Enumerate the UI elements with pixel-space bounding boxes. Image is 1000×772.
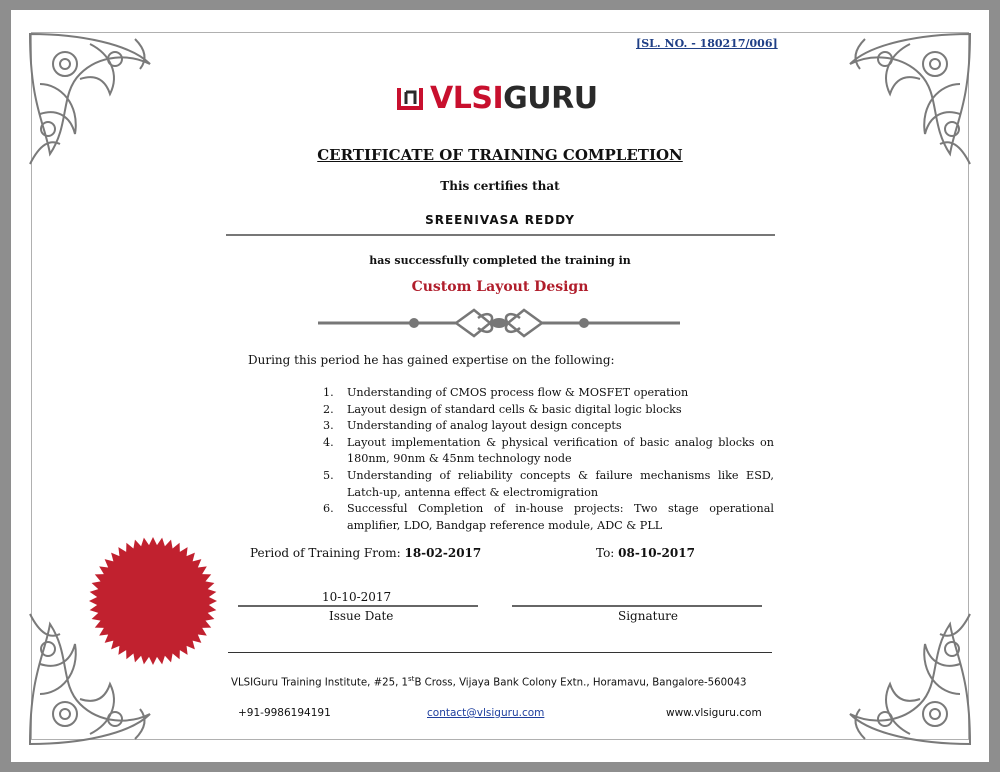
- period-to-label: To:: [596, 546, 615, 560]
- corner-ornament-bottom-right: [840, 594, 980, 754]
- list-item: 6. Successful Completion of in-house projects: Two stage operational amplifier, LDO, Bandgap reference module, ADC & PLL: [323, 502, 774, 532]
- list-item: 2. Layout design of standard cells & basic digital logic blocks: [323, 402, 682, 416]
- logo-mark-icon: [396, 84, 424, 112]
- completed-text: has successfully completed the training in: [369, 254, 631, 267]
- institute-website: www.vlsiguru.com: [666, 707, 762, 719]
- serial-number: [SL. NO. - 180217/006]: [636, 37, 778, 50]
- list-item: 1. Understanding of CMOS process flow & MOSFET operation: [323, 386, 689, 399]
- course-name: Custom Layout Design: [411, 279, 589, 295]
- vlsiguru-logo: [396, 76, 598, 120]
- period-from: [250, 546, 481, 560]
- certificate-title: CERTIFICATE OF TRAINING COMPLETION: [317, 146, 683, 164]
- issue-date-value: 10-10-2017: [322, 590, 392, 604]
- institute-address: VLSIGuru Training Institute, #25, 1stB Cross, Vijaya Bank Colony Extn., Horamavu, Bangalore-560043: [231, 675, 747, 689]
- institute-phone: +91-9986194191: [238, 707, 331, 719]
- list-item: 3. Understanding of analog layout design concepts: [323, 419, 622, 433]
- logo-text-prefix: VLSI: [430, 80, 504, 116]
- recipient-name-line: [226, 234, 775, 236]
- period-to: [596, 546, 695, 560]
- list-item: 4. Layout implementation & physical verification of basic analog blocks on 180nm, 90nm & 45nm technology node: [323, 435, 774, 466]
- frame-line-top: [31, 32, 969, 33]
- signature-line: [512, 605, 762, 607]
- issue-date-line: [238, 605, 478, 607]
- logo-text: [430, 81, 598, 116]
- expertise-list: [318, 385, 774, 534]
- expertise-intro: During this period he has gained expertise on the following:: [248, 353, 615, 367]
- period-from-label: Period of Training From:: [250, 546, 401, 560]
- logo-text-suffix: GURU: [503, 80, 598, 116]
- period-to-value: 08-10-2017: [618, 546, 695, 560]
- frame-line-bottom: [31, 739, 969, 740]
- issue-date-label: Issue Date: [329, 609, 394, 623]
- recipient-name: SREENIVASA REDDY: [425, 213, 575, 227]
- list-item: 5. Understanding of reliability concepts & failure mechanisms like ESD, Latch-up, antenna effect & electromigration: [323, 468, 774, 499]
- institute-email-link[interactable]: contact@vlsiguru.com: [427, 707, 545, 719]
- seal-icon: [88, 536, 218, 666]
- divider-ornament: [318, 306, 680, 340]
- signature-label: Signature: [618, 609, 679, 623]
- certifies-text: This certifies that: [440, 179, 560, 193]
- period-from-value: 18-02-2017: [404, 546, 482, 560]
- footer-rule: [228, 652, 772, 653]
